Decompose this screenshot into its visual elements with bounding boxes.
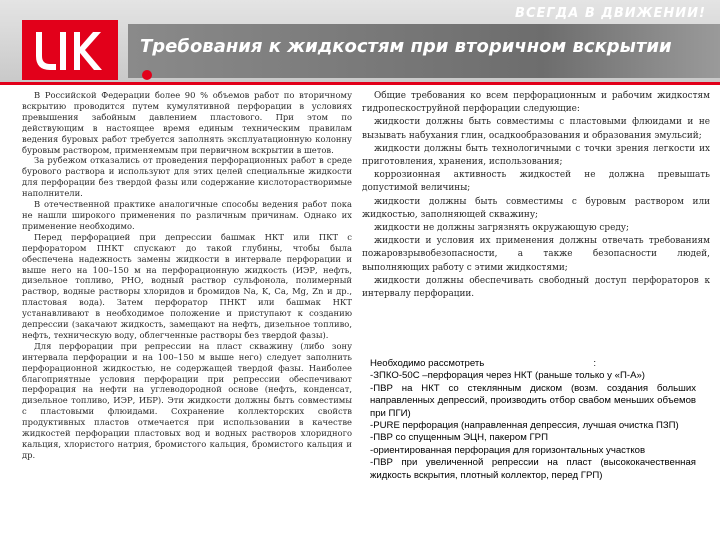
note-item: -ориентированная перфорация для горизонтальных участков bbox=[370, 444, 646, 456]
note-heading bbox=[370, 358, 696, 370]
note-item: -ПВР со спущенным ЭЦН, пакером ГРП bbox=[370, 432, 548, 444]
left-paragraph: В отечественной практике аналогичные способы ведения работ пока не нашли широкого применения по различным причинам. Однако их применение необходимо. bbox=[22, 199, 352, 231]
left-paragraph: За рубежом отказались от проведения перфорационных работ в среде бурового раствора и используют для этих целей специальные жидкости для перфорации без твердой фазы или содержание кислоторастворимые наполнители. bbox=[22, 155, 352, 199]
note-item: -ЗПКО-50С –перфорация через НКТ (раньше только у «П-А») bbox=[370, 370, 645, 382]
lukoil-logo bbox=[22, 20, 118, 80]
left-paragraph: В Российской Федерации более 90 % объемов работ по вторичному вскрытию проводится путем кумулятивной перфорации в условиях превышения забойным давлением пластового. При этом по действующим в настоящее время единым техническим правилам ведения буровых работ требуется заполнять эксплуатационную колонну буровым раствором, применяемым при первичном вскрытии в шетов. bbox=[22, 90, 352, 155]
requirement-item: жидкости не должны загрязнять окружающую среду; bbox=[374, 223, 630, 234]
right-text-column bbox=[362, 90, 710, 348]
requirement-item: коррозионная активность жидкостей не должна превышать допустимой величины; bbox=[362, 170, 710, 194]
left-text-column bbox=[22, 90, 352, 536]
title-bar bbox=[128, 24, 720, 78]
note-heading-colon: : bbox=[593, 358, 596, 369]
header-divider bbox=[0, 82, 720, 85]
left-paragraph: Перед перфорацией при депрессии башмак НКТ или ПКТ с перфоратором ПНКТ спускают до такой глубины, чтобы была обеспечена надежность замены жидкости в интервале перфорации и выше него на 100–150 м на перфорационную жидкость (ИЭР, нефть, дизельное топливо, РНО, водный раствор сульфонола, полимерный раствор, водные растворы хлоридов и бромидов Na, K, Ca, Mg, Zn и др., пластовая вода). Затем перфоратор ПНКТ или башмак НКТ устанавливают в необходимое положение и приступают к созданию депрессии (закачают жидкость, замещают на нефть, дизельное топливо, нефть, техническую воду, облегченные растворы без твердой фазы). bbox=[22, 231, 352, 340]
note-item: -PURE перфорация (направленная депрессия, лучшая очистка ПЗП) bbox=[370, 420, 679, 432]
slogan: ВСЕГДА В ДВИЖЕНИИ! bbox=[515, 6, 706, 21]
requirement-item: жидкости должны обеспечивать свободный доступ перфораторов к интервалу перфорации. bbox=[362, 275, 710, 300]
page-title: Требования к жидкостям при вторичном вскрытии bbox=[140, 36, 672, 57]
lukoil-logo-icon bbox=[22, 20, 118, 80]
red-bullet-icon bbox=[142, 70, 152, 80]
note-item: -ПВР при увеличенной репрессии на пласт (высококачественная жидкость вскрытия, плотный коллектор, перед ГРП) bbox=[370, 457, 696, 481]
requirement-item: жидкости должны быть совместимы с пластовыми флюидами и не вызывать набухания глин, осадкообразования и образования эмульсий; bbox=[362, 117, 710, 141]
right-paragraph: Общие требования ко всем перфорационным и рабочим жидкостям гидропескоструйной перфорации следующие: bbox=[362, 91, 710, 115]
note-heading-text: Необходимо рассмотреть bbox=[370, 358, 485, 369]
note-item: -ПВР на НКТ со стеклянным диском (возм. создания больших направленных депрессий, производить отбор свабом меньших объемов при ПГИ) bbox=[370, 382, 696, 419]
requirement-item: жидкости и условия их применения должны отвечать требованиям пожаровзрывобезопасности, а также безопасности людей, выполняющих работу с этими жидкостями; bbox=[362, 236, 710, 273]
note-box bbox=[356, 350, 716, 540]
left-paragraph: Для перфорации при репрессии на пласт скважину (либо зону интервала перфорации и на 100–150 м выше него) следует заполнить перфорационной жидкостью, не содержащей твердой фазы. Наиболее благоприятные условия перфорации при репрессии обеспечивают перфорация на нефти на углеводородной основе (нефть, конденсат, дизельное топливо, ИЭР, ИБР). Эти жидкости должны быть совместимы с пластовыми флюидами. Сохранение коллекторских свойств продуктивных пластов отмечается при использовании в качестве жидкостей перфорации пластовых вод и водных растворов хлоридного кальция, хлористого натрия, бромистого кальция, бромистого кальция и др. bbox=[22, 340, 352, 460]
requirement-item: жидкости должны быть совместимы с буровым раствором или жидкостью, заполняющей скважину; bbox=[362, 196, 710, 220]
requirement-item: жидкости должны быть технологичными с точки зрения легкости их приготовления, хранения, использования; bbox=[362, 143, 710, 168]
